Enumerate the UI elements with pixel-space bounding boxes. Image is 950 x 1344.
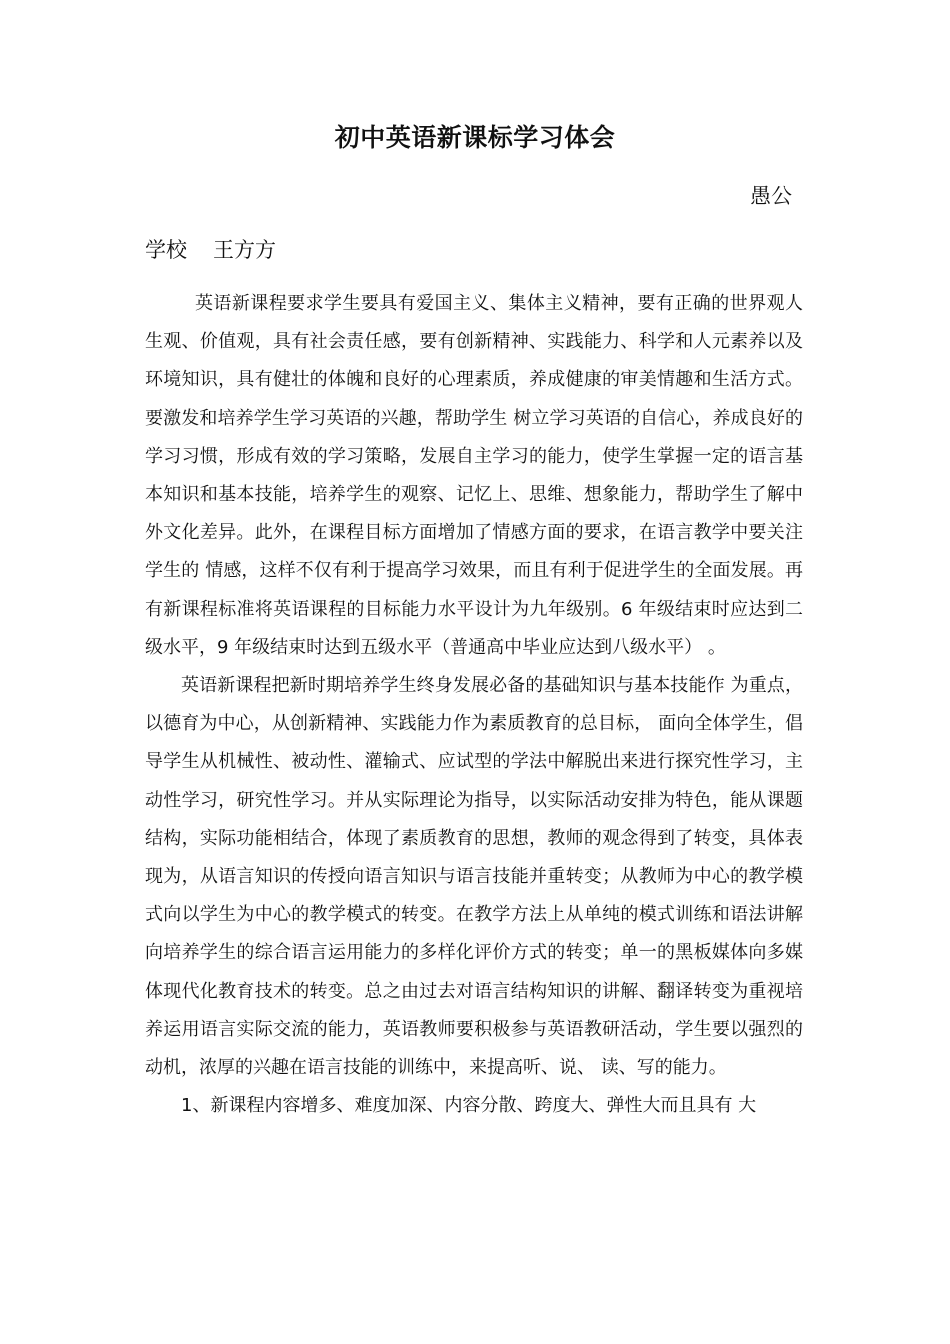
document-body <box>145 285 803 1125</box>
paragraph-1: 英语新课程要求学生要具有爱国主义、集体主义精神，要有正确的世界观人生观、价值观，具有社会责任感，要有创新精神、实践能力、科学和人元素养以及环境知识，具有健壮的体魄和良好的心理素质，养成健康的审美情趣和生活方式。要激发和培养学生学习英语的兴趣，帮助学生 树立学习英语的自信心，养成良好的学习习惯，形成有效的学习策略，发展自主学习的能力，使学生掌握一定的语言基本知识和基本技能，培养学生的观察、记忆上、思维、想象能力，帮助学生了解中外文化差异。此外，在课程目标方面增加了情感方面的要求，在语言教学中要关注学生的 情感，这样不仅有利于提高学习效果，而且有利于促进学生的全面发展。再有新课程标准将英语课程的目标能力水平设计为九年级别。6 年级结束时应达到二级水平，9 年级结束时达到五级水平（普通高中毕业应达到八级水平） 。 <box>145 293 803 658</box>
teacher-name: 王方方 <box>213 238 276 262</box>
school-teacher-line <box>145 234 276 266</box>
paragraph-2: 英语新课程把新时期培养学生终身发展必备的基础知识与基本技能作 为重点，以德育为中心，从创新精神、实践能力作为素质教育的总目标， 面向全体学生，倡导学生从机械性、被动性、灌输式、应试型的学法中解脱出来进行探究性学习，主动性学习，研究性学习。并从实际理论为指导，以实际活动安排为特色，能从课题结构，实际功能相结合，体现了素质教育的思想，教师的观念得到了转变，具体表现为，从语言知识的传授向语言知识与语言技能并重转变；从教师为中心的教学模式向以学生为中心的教学模式的转变。在教学方法上从单纯的模式训练和语法讲解向培养学生的综合语言运用能力的多样化评价方式的转变；单一的黑板媒体向多媒体现代化教育技术的转变。总之由过去对语言结构知识的讲解、翻译转变为重视培养运用语言实际交流的能力，英语教师要积极参与英语教研活动，学生要以强烈的动机，浓厚的兴趣在语言技能的训练中，来提高听、说、 读、写的能力。 <box>145 675 803 1079</box>
document-title: 初中英语新课标学习体会 <box>334 123 616 152</box>
author-name: 愚公 <box>750 184 792 208</box>
paragraph-3: 1、新课程内容增多、难度加深、内容分散、跨度大、弹性大而且具有 大 <box>181 1095 757 1117</box>
school-label: 学校 <box>145 238 187 262</box>
